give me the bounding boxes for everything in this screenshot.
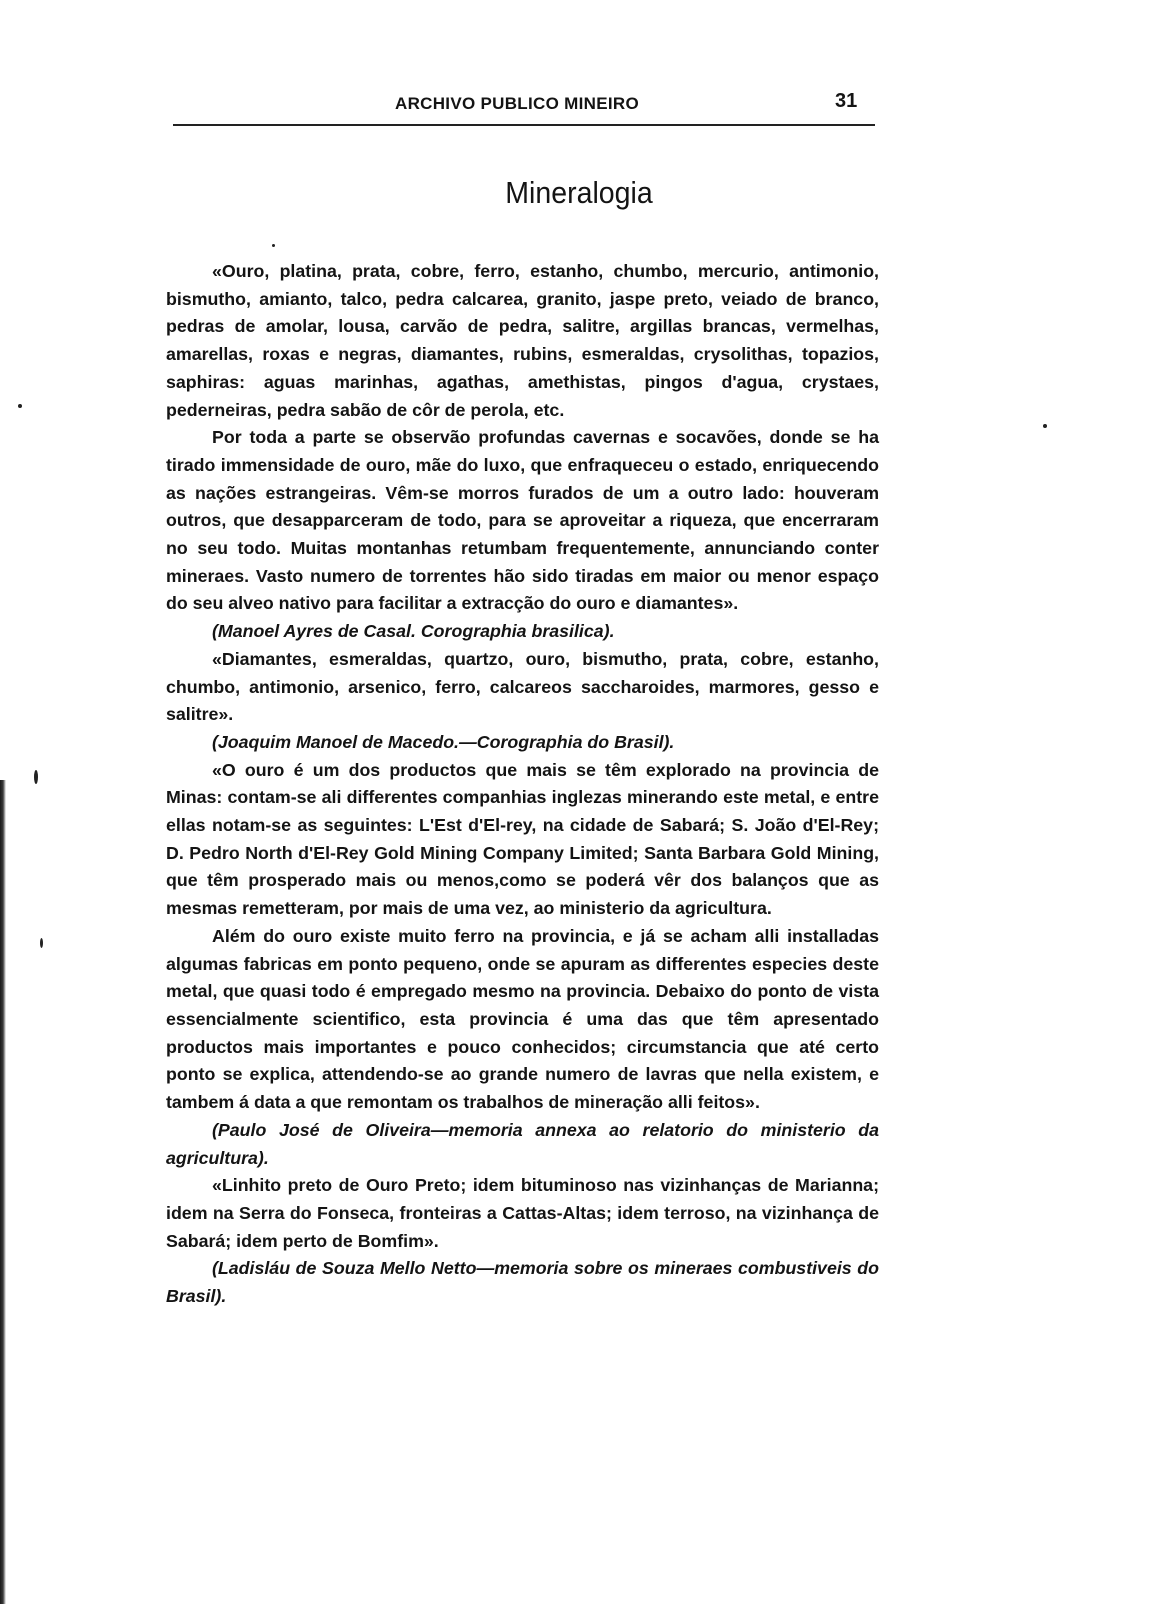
- section-title: Mineralogia: [505, 175, 653, 210]
- paragraph: «Linhito preto de Ouro Preto; idem bituminoso nas vizinhanças de Marianna; idem na Serra do Fonseca, fronteiras a Cattas-Altas; idem terroso, na vizinhança de Sabará; idem perto de Bomfim».: [166, 1175, 879, 1251]
- paragraph: Além do ouro existe muito ferro na provincia, e já se acham alli installadas algumas fabricas em ponto pequeno, onde se apuram as differentes especies deste metal, que quasi todo é empregado mesmo na provincia. Debaixo do ponto de vista essencialmente scientifico, esta provincia é uma das que têm apresentado productos mais importantes e pouco conhecidos; circumstancia que até certo ponto se explica, attendendo-se ao grande numero de lavras que nella existem, e tambem á data a que remontam os trabalhos de mineração alli feitos».: [166, 925, 879, 1113]
- page-header: [173, 90, 875, 126]
- scan-speck: [1043, 424, 1047, 428]
- scan-speck: [18, 404, 22, 408]
- paragraph: «O ouro é um dos productos que mais se têm explorado na provincia de Minas: contam-se ali differentes companhias inglezas minerando este metal, e entre ellas notam-se as seguintes: L'Est d'El-rey, na cidade de Sabará; S. João d'El-Rey; D. Pedro North d'El-Rey Gold Mining Company Limited; Santa Barbara Gold Mining, que têm prosperado mais ou menos,como se poderá vêr dos balanços que as mesmas remetteram, por mais de uma vez, ao ministerio da agricultura.: [166, 759, 879, 919]
- citation: (Manoel Ayres de Casal. Corographia brasilica).: [212, 621, 615, 642]
- scan-speck: [272, 244, 275, 247]
- paragraph: Por toda a parte se observão profundas cavernas e socavões, donde se ha tirado immensidade de ouro, mãe do luxo, que enfraqueceu o estado, enriquecendo as nações estrangeiras. Vêm-se morros furados de um a outro lado: houveram outros, que desapparceram de todo, para se aproveitar a riqueza, que encerraram no seu todo. Muitas montanhas retumbam frequentemente, annunciando conter mineraes. Vasto numero de torrentes hão sido tiradas em maior ou menor espaço do seu alveo nativo para facilitar a extracção do ouro e diamantes».: [166, 427, 879, 614]
- body-text: [166, 258, 879, 1311]
- citation: (Ladisláu de Souza Mello Netto—memoria sobre os mineraes combustiveis do Brasil).: [166, 1258, 879, 1307]
- page-number: 31: [835, 90, 858, 112]
- scan-speck: [34, 770, 38, 784]
- page-edge-shadow: [0, 780, 6, 1604]
- paragraph: «Diamantes, esmeraldas, quartzo, ouro, bismutho, prata, cobre, estanho, chumbo, antimonio, arsenico, ferro, calcareos saccharoides, marmores, gesso e salitre».: [166, 648, 879, 725]
- citation: (Joaquim Manoel de Macedo.—Corographia do Brasil).: [212, 731, 675, 752]
- running-head: ARCHIVO PUBLICO MINEIRO: [395, 94, 639, 113]
- scan-speck: [40, 938, 43, 948]
- paragraph: «Ouro, platina, prata, cobre, ferro, estanho, chumbo, mercurio, antimonio, bismutho, amianto, talco, pedra calcarea, granito, jaspe preto, veiado de branco, pedras de amolar, lousa, carvão de pedra, salitre, argillas brancas, vermelhas, amarellas, roxas e negras, diamantes, rubins, esmeraldas, crysolithas, topazios, saphiras: aguas marinhas, agathas, amethistas, pingos d'agua, crystaes, pederneiras, pedra sabão de côr de perola, etc.: [166, 261, 879, 420]
- citation: (Paulo José de Oliveira—memoria annexa ao relatorio do ministerio da agricultura).: [166, 1119, 879, 1168]
